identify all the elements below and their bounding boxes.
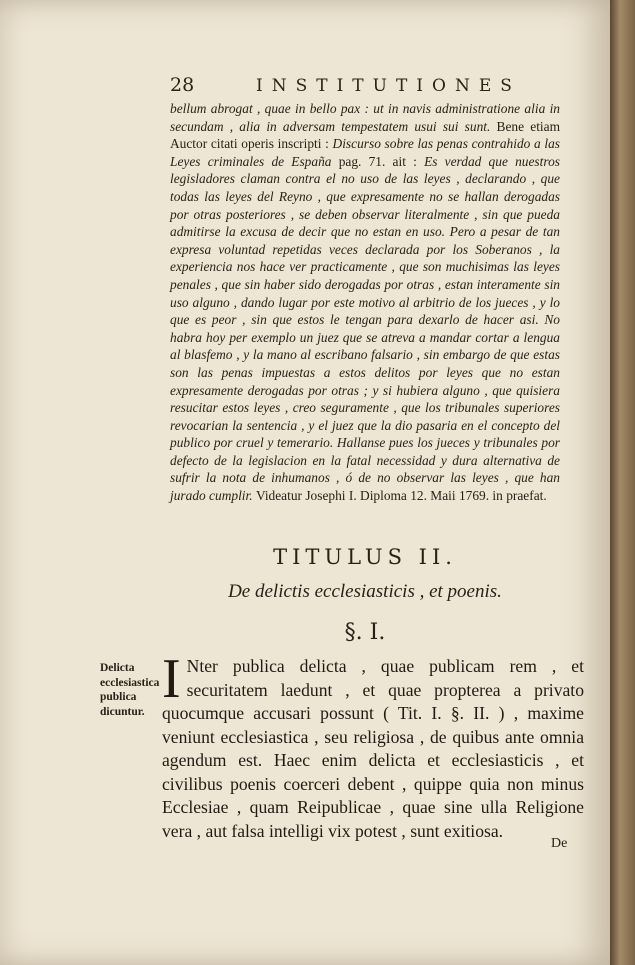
page-edge (610, 0, 635, 965)
catchword: De (551, 836, 568, 851)
main-paragraph (162, 648, 584, 843)
titulus-heading: TITULUS II. (273, 545, 457, 569)
page-number: 28 (170, 74, 195, 96)
roman-sentence: Bene etiam Auctor citati operis inscripti : (170, 118, 560, 152)
page-header (170, 74, 530, 100)
spanish-quotation: Es verdad que nuestros legisladores claman contra el no uso de las leyes , declarando , que todas las leyes del Reyno , que expresamente no se hallan derogadas por otras posteriores , se deben observar literalmente , sin que pueda admitirse la excusa de decir que no estan en uso. Pero a pesar de tan expresa voluntad repetidas veces declarada por los Soberanos , la experiencia nos hace ver practicamente , que son muchisimas las leyes penales , que sin haber sido derogadas por otras , estan interamente sin uso alguno , dando lugar por este motivo al arbitrio de los jueces , y lo que es peor , sin que estos le tengan para dexarlo de hacer asi. No habra hoy per exemplo un juez que se atreva a mandar cortar a lengua al blasfemo , y la mano al escribano falsario , sin embargo de que estas son las penas impuestas a estos delitos por leyes que no estan expresamente derogadas por otras ; y si hubiera alguno , que quisiera resucitar estos leyes , creo seguramente , que los tribunales superiores revocarian la sentencia , y el juez que la dio pasaria en el concepto del publico por cruel y temerario. Hallanse pues los jueces y tribunales por defecto de la legislacion en la fatal necessidad y dura alternativa de sufrir la nota de inhumanos , ó de no observar las leyes , que han jurado cumplir. (170, 153, 560, 504)
titulus-subtitle: De delictis ecclesiasticis , et poenis. (228, 581, 502, 602)
cited-work: Discurso sobre las penas contrahido a las Leyes criminales de España (170, 136, 560, 169)
page-reference: pag. 71. ait : (338, 153, 417, 169)
running-title: INSTITUTIONES (256, 76, 521, 96)
section-heading: §. I. (344, 620, 386, 645)
drop-cap: I (162, 648, 181, 710)
main-paragraph-text: Nter publica delicta , quae publicam rem , et securitatem laedunt , et quae propterea a privato quocumque accusari possunt ( Tit. I. §. II. ) , maxime veniunt ecclesiastica , seu religiosa , de quibus ante omnia agendum est. Haec enim delicta et ecclesiasticis , et civilibus poenis coerceri debent , quippe quia non minus Ecclesiae , quam Reipublicae , quae sine ulla Religione vera , aut falsa intelligi vix potest , sunt exitiosa. (162, 656, 584, 841)
italic-opening: bellum abrogat , quae in bello pax : ut in navis administratione alia in secundam , alia in adversam tempestatem usui sui sunt. (170, 101, 560, 134)
margin-note: Delicta ecclesiastica publica dicuntur. (100, 662, 160, 718)
closing-reference: Videatur Josephi I. Diploma 12. Maii 1769. in praefat. (255, 488, 547, 504)
continuation-text (170, 100, 560, 505)
